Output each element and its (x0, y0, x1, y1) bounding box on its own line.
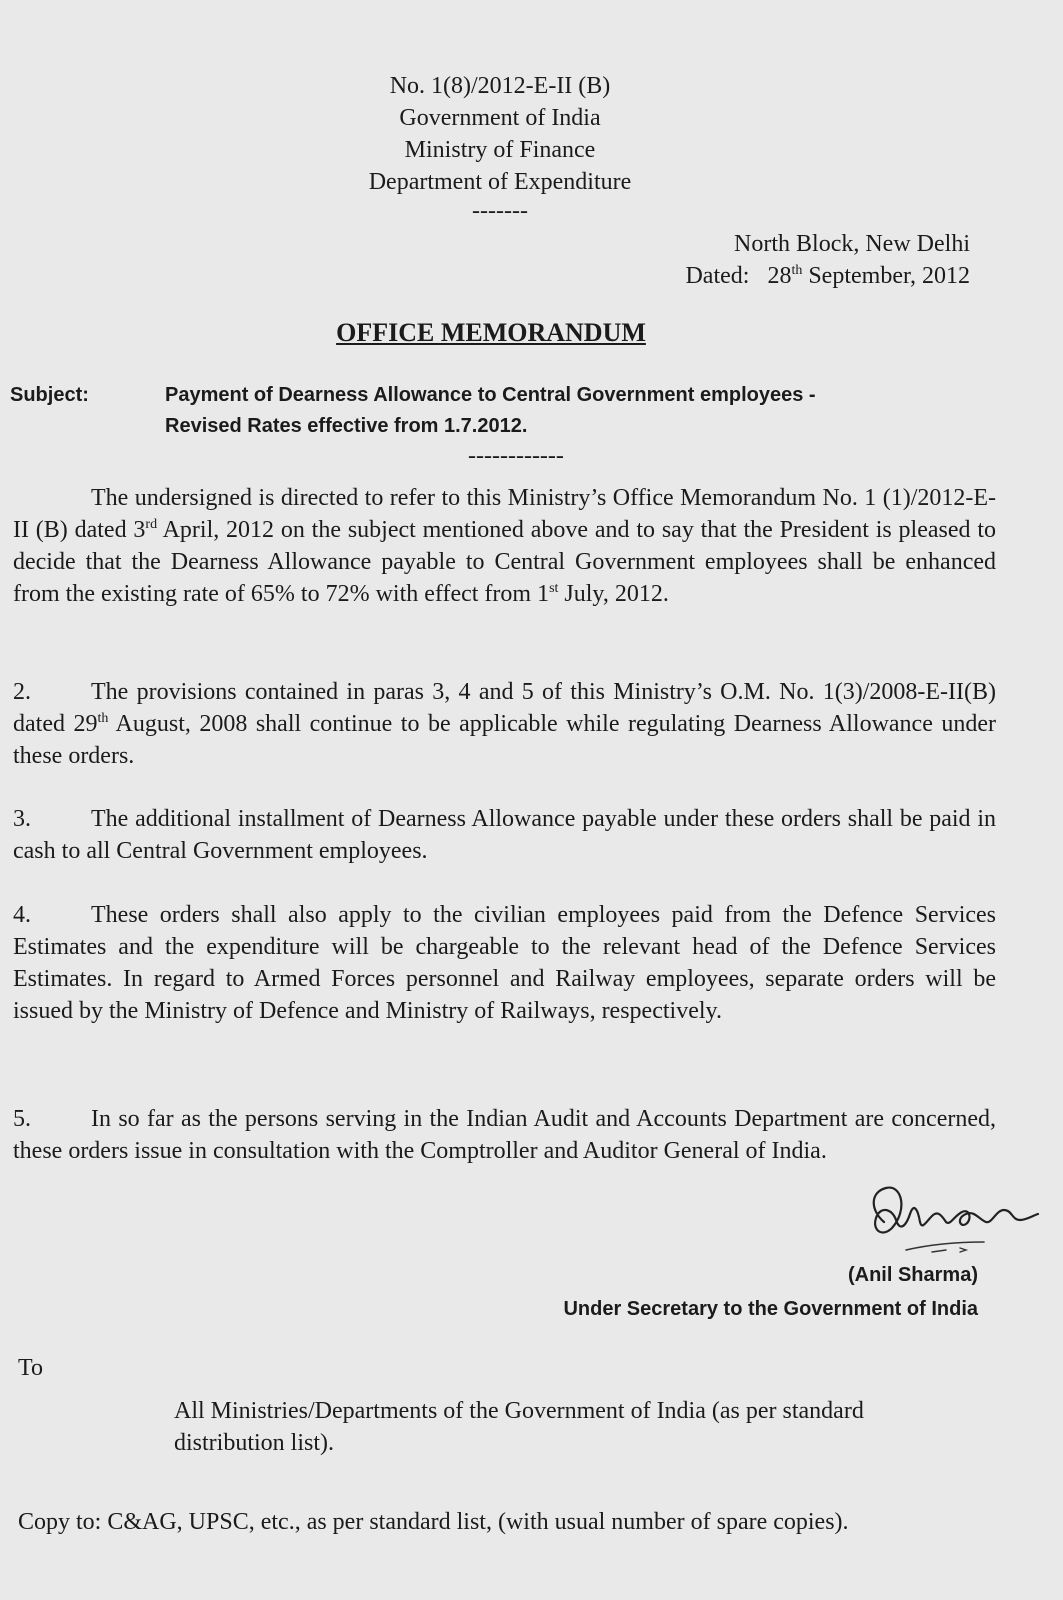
paragraph-4: 4. These orders shall also apply to the civilian employees paid from the Defence Services Estimates and the expenditure will be chargeable to the relevant head of the Defence Services Estimates. In regard to Armed Forces personnel and Railway employees, separate orders will be issued by the Ministry of Defence and Ministry of Railways, respectively. (13, 899, 996, 1027)
paragraph-2: 2. The provisions contained in paras 3, 4 and 5 of this Ministry’s O.M. No. 1(3)/2008-E-II(B) dated 29th August, 2008 shall continue to be applicable while regulating Dearness Allowance under these orders. (13, 676, 996, 772)
department-line: Department of Expenditure (368, 169, 632, 195)
to-label: To (18, 1355, 43, 1381)
memo-title-wrap (0, 318, 982, 348)
signatory-block (563, 1258, 978, 1326)
paragraph-1: The undersigned is directed to refer to this Ministry’s Office Memorandum No. 1 (1)/2012-E-II (B) dated 3rd April, 2012 on the subject mentioned above and to say that the President is pleased to decide that the Dearness Allowance payable to Central Government employees shall be enhanced from the existing rate of 65% to 72% with effect from 1st July, 2012. (13, 485, 996, 607)
date-day-suffix: th (791, 263, 803, 278)
paragraph-3-number: 3. (13, 806, 31, 832)
subject-label: Subject: (10, 384, 89, 406)
date-line (685, 260, 970, 292)
place-date-block (685, 228, 970, 292)
signature-image (862, 1180, 1042, 1270)
paragraph-3: 3. The additional installment of Dearness Allowance payable under these orders shall be paid in cash to all Central Government employees. (13, 803, 996, 867)
copy-to: Copy to: C&AG, UPSC, etc., as per standard list, (with usual number of spare copies). (18, 1509, 849, 1535)
subject-line-2: Revised Rates effective from 1.7.2012. (165, 415, 528, 437)
paragraph-4-number: 4. (13, 902, 31, 928)
paragraph-5: 5. In so far as the persons serving in the Indian Audit and Accounts Department are concerned, these orders issue in consultation with the Comptroller and Auditor General of India. (13, 1103, 996, 1167)
government-line: Government of India (399, 105, 601, 131)
date-rest: September, 2012 (808, 263, 970, 289)
signatory-designation: Under Secretary to the Government of India (563, 1298, 978, 1320)
subject-separator: ------------ (468, 443, 564, 469)
ministry-line: Ministry of Finance (404, 137, 596, 163)
date-day: 28 (767, 263, 792, 289)
subject-line-1: Payment of Dearness Allowance to Central Government employees - (165, 384, 816, 406)
recipients: All Ministries/Departments of the Government of India (as per standard distribution list). (174, 1398, 864, 1456)
date-label: Dated: (685, 263, 750, 289)
file-number: No. 1(8)/2012-E-II (B) (389, 73, 611, 99)
memo-title: OFFICE MEMORANDUM (336, 318, 646, 347)
signatory-name: (Anil Sharma) (847, 1264, 978, 1286)
paragraph-2-number: 2. (13, 679, 31, 705)
document-header (0, 70, 1000, 224)
paragraph-5-number: 5. (13, 1106, 31, 1132)
header-separator: ------- (472, 198, 528, 224)
subject-text (165, 380, 816, 442)
place: North Block, New Delhi (734, 231, 970, 257)
